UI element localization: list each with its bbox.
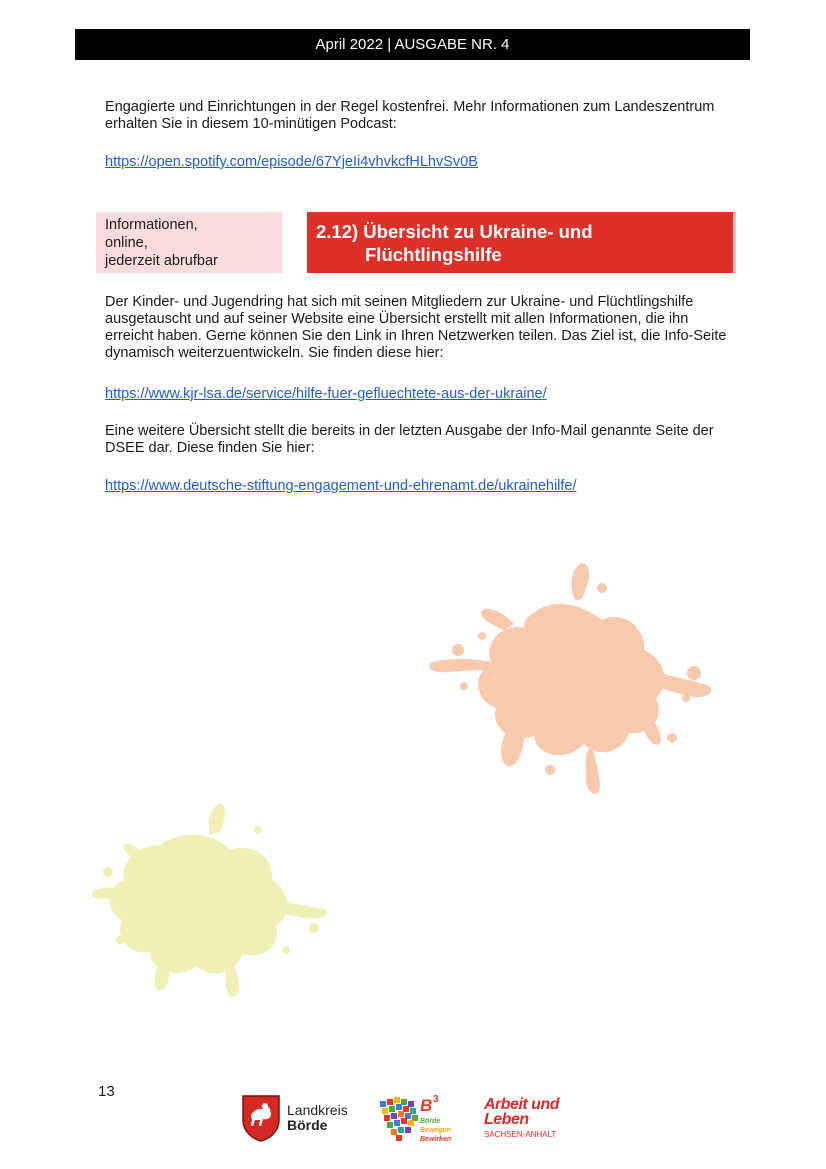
orange-paint-splash <box>424 558 716 798</box>
section-heading-line-1: 2.12) Übersicht zu Ukraine- und <box>316 221 593 242</box>
side-box-line-3: jederzeit abrufbar <box>105 253 218 269</box>
b3-letter: B <box>420 1096 433 1115</box>
intro-paragraph: Engagierte und Einrichtungen in der Regel kostenfrei. Mehr Informationen zum Landeszentrum erhalten Sie in diesem 10-minütigen Podcast: <box>105 99 715 132</box>
side-box-line-2: online, <box>105 235 148 251</box>
logo3-subtitle: SACHSEN-ANHALT <box>484 1130 557 1139</box>
kjr-link[interactable]: https://www.kjr-lsa.de/service/hilfe-fuer-gefluechtete-aus-der-ukraine/ <box>105 386 547 402</box>
b3-word-1: Börde <box>420 1118 441 1125</box>
arbeit-und-leben-logo <box>484 1097 559 1139</box>
b3-word-3: Bewirken <box>420 1136 452 1143</box>
logo1-line-2: Börde <box>287 1117 328 1133</box>
spotify-podcast-link[interactable]: https://open.spotify.com/episode/67YjeIi4vhvkcfHLhvSv0B <box>105 154 478 170</box>
coat-of-arms-icon <box>241 1094 281 1142</box>
section-paragraph-1: Der Kinder- und Jugendring hat sich mit seinen Mitgliedern zur Ukraine- und Flüchtlingshilfe ausgetauscht und auf seiner Website eine Übersicht erstellt mit allen Informationen, die ihn erreicht haben. Gerne können Sie den Link in Ihren Netzwerken teilen. Das Ziel ist, die Info-Seite dynamisch weiterzuentwickeln. Sie finden diese hier: <box>105 294 727 361</box>
logo1-line-1: Landkreis <box>287 1102 348 1118</box>
issue-header: April 2022 | AUSGABE NR. 4 <box>75 29 750 60</box>
section-paragraph-2: Eine weitere Übersicht stellt die bereits in der letzten Ausgabe der Info-Mail genannte Seite der DSEE dar. Diese finden Sie hier: <box>105 423 714 456</box>
logo3-line-1: Arbeit und <box>484 1096 559 1113</box>
b3-mosaic-icon <box>378 1093 452 1143</box>
section-heading-line-2: Flüchtlingshilfe <box>365 244 502 265</box>
b3-boerde-logo <box>378 1093 452 1148</box>
dsee-link[interactable]: https://www.deutsche-stiftung-engagement-und-ehrenamt.de/ukrainehilfe/ <box>105 478 577 494</box>
yellow-paint-splash <box>90 800 330 1000</box>
section-heading <box>307 212 736 273</box>
side-box-line-1: Informationen, <box>105 217 198 233</box>
info-side-box <box>96 212 282 273</box>
b3-superscript: 3 <box>433 1094 439 1105</box>
landkreis-boerde-logo <box>241 1094 348 1142</box>
logo3-line-2: Leben <box>484 1111 529 1128</box>
b3-word-2: Bewegen <box>420 1127 451 1134</box>
page-number: 13 <box>98 1083 115 1100</box>
